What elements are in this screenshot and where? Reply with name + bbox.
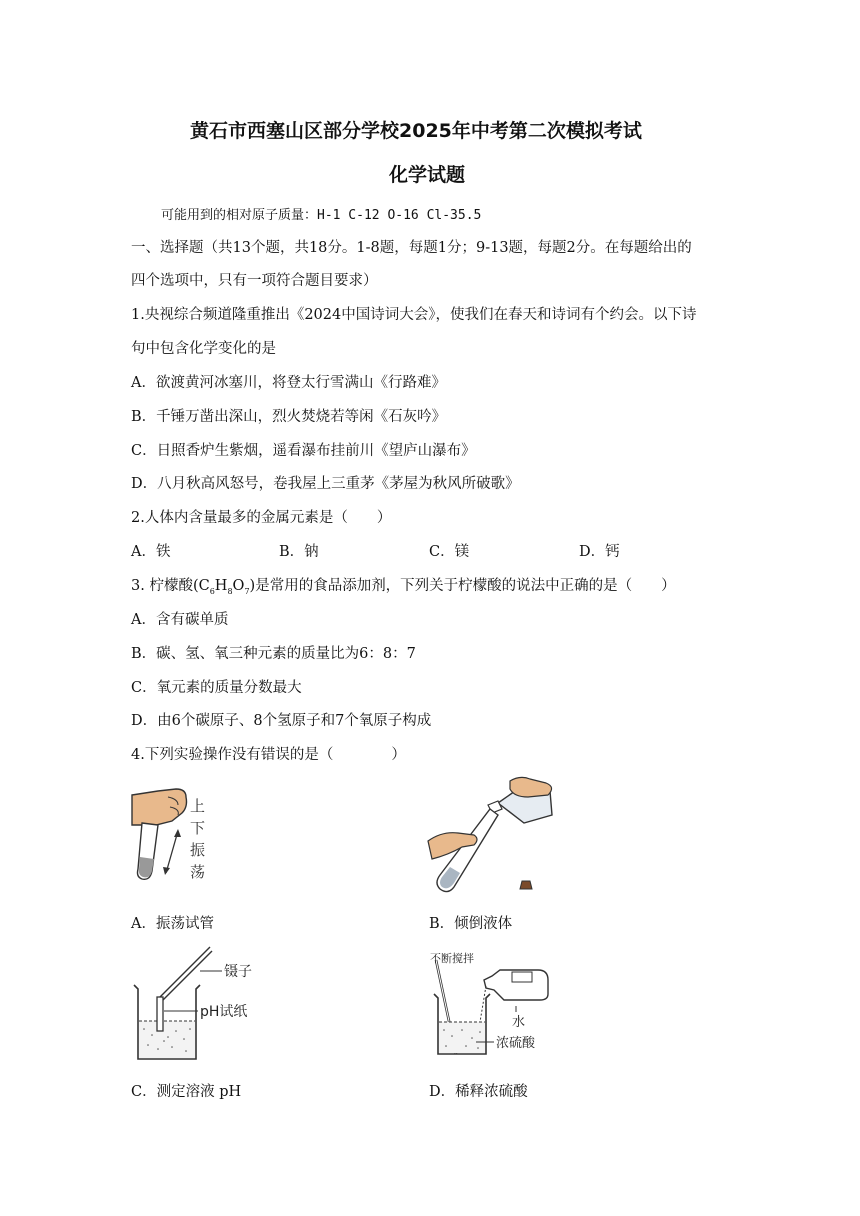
- q2-option-c: C．镁: [429, 544, 470, 560]
- figure-b-pouring-liquid: [428, 775, 568, 900]
- q3-stem: 3. 柠檬酸$(C_6H_8O_7)$是常用的食品添加剂，下列关于柠檬酸的说法中正确的是（ ）: [131, 578, 676, 596]
- q2-stem: 2.人体内含量最多的金属元素是（ ）: [131, 510, 392, 526]
- q1-option-d: D．八月秋高风怒号，卷我屋上三重茅《茅屋为秋风所破歌》: [131, 476, 520, 492]
- figure-a-char-2: 下: [190, 819, 206, 837]
- figure-a-shaking-test-tube: [128, 785, 228, 885]
- q2-option-d: D．钙: [579, 544, 620, 560]
- figure-c-label-tweezers: 镊子: [224, 964, 252, 980]
- figure-d-label-stir: 不断搅拌: [430, 952, 474, 965]
- atomic-mass-note: 可能用到的相对原子质量：H-1 C-12 O-16 Cl-35.5: [161, 208, 482, 223]
- q3-option-b: B．碳、氢、氧三种元素的质量比为6：8：7: [131, 646, 416, 662]
- figure-c-measuring-ph: [128, 945, 268, 1067]
- figure-c-label-ph-paper: pH试纸: [200, 1004, 248, 1020]
- q3-option-c: C．氧元素的质量分数最大: [131, 680, 302, 696]
- figure-d-diluting-acid: [428, 950, 578, 1065]
- section-heading-line1: 一、选择题（共13个题，共18分。1-8题，每题1分；9-13题，每题2分。在每题给出的: [131, 240, 692, 256]
- figure-a-char-3: 振: [190, 841, 206, 859]
- exam-title: 黄石市西塞山区部分学校2025年中考第二次模拟考试: [190, 120, 642, 142]
- figure-c-caption: C．测定溶液 pH: [131, 1084, 242, 1100]
- q2-option-b: B．钠: [279, 544, 319, 560]
- q3-option-a: A．含有碳单质: [131, 612, 229, 628]
- figure-a-char-4: 荡: [190, 863, 206, 881]
- figure-a-caption: A．振荡试管: [131, 916, 214, 932]
- q1-option-c: C．日照香炉生紫烟，遥看瀑布挂前川《望庐山瀑布》: [131, 443, 476, 459]
- q1-stem-line2: 句中包含化学变化的是: [131, 341, 276, 357]
- figure-a-char-1: 上: [190, 797, 206, 815]
- figure-d-label-water: 水: [512, 1015, 526, 1030]
- section-heading-line2: 四个选项中，只有一项符合题目要求）: [131, 273, 378, 289]
- q1-stem-line1: 1.央视综合频道隆重推出《2024中国诗词大会》，使我们在春天和诗词有个约会。以下诗: [131, 307, 697, 323]
- q3-option-d: D．由6个碳原子、8个氢原子和7个氧原子构成: [131, 713, 432, 729]
- exam-subtitle: 化学试题: [389, 164, 466, 186]
- figure-d-label-acid: 浓硫酸: [496, 1036, 536, 1051]
- q2-option-a: A．铁: [131, 544, 171, 560]
- q1-option-a: A．欲渡黄河冰塞川，将登太行雪满山《行路难》: [131, 375, 446, 391]
- figure-b-caption: B．倾倒液体: [429, 916, 513, 932]
- q1-option-b: B．千锤万凿出深山，烈火焚烧若等闲《石灰吟》: [131, 409, 447, 425]
- figure-d-caption: D．稀释浓硫酸: [429, 1084, 528, 1100]
- q4-stem: 4.下列实验操作没有错误的是（ ）: [131, 747, 406, 763]
